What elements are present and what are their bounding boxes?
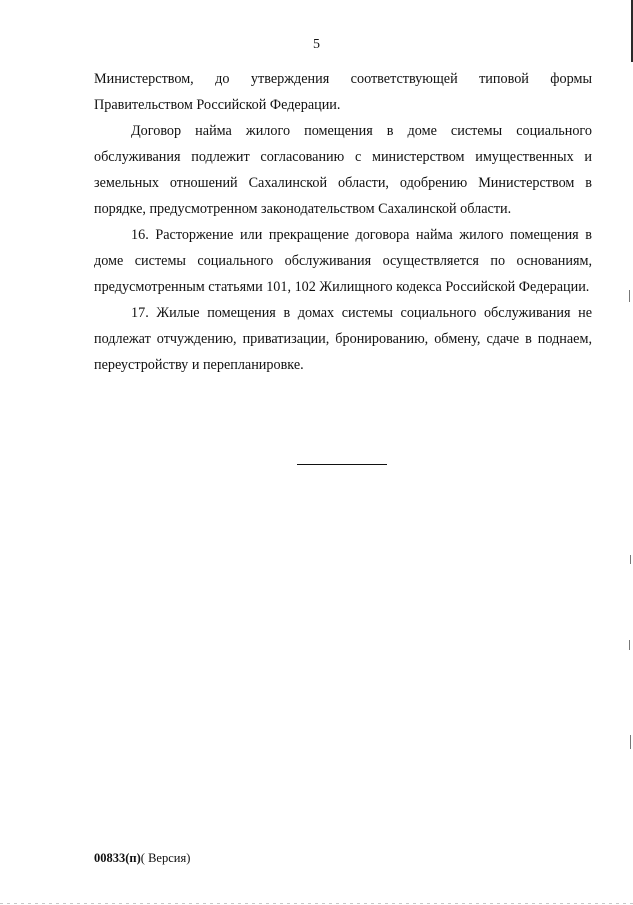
paragraph-item-16: 16. Расторжение или прекращение договора найма жилого помещения в доме системы социального обслуживания осуществляется по основаниям, предусмотренным статьями 101, 102 Жилищного кодекса Российской Федерации. [94,227,592,295]
paragraph-ministry-approval: Министерством, до утверждения соответствующей типовой формы Правительством Российской Федерации. [94,71,592,113]
scan-bottom-edge-artifact [0,903,633,904]
page-number: 5 [313,37,320,52]
section-end-divider [297,464,387,465]
scan-speck-artifact [629,640,630,650]
document-body [94,66,592,378]
document-footer [94,851,190,865]
paragraph-contract-agreement: Договор найма жилого помещения в доме системы социального обслуживания подлежит согласованию с министерством имущественных и земельных отношений Сахалинской области, одобрению Министерством в порядке, предусмотренном законодательством Сахалинской области. [94,123,592,217]
scan-speck-artifact [629,290,630,302]
scan-speck-artifact [630,555,631,564]
document-code: 00833(п) [94,851,141,865]
paragraph-item-17: 17. Жилые помещения в домах системы социального обслуживания не подлежат отчуждению, приватизации, бронированию, обмену, сдаче в поднаем, переустройству и перепланировке. [94,305,592,373]
document-version: ( Версия) [140,851,191,865]
scan-speck-artifact [630,735,631,749]
